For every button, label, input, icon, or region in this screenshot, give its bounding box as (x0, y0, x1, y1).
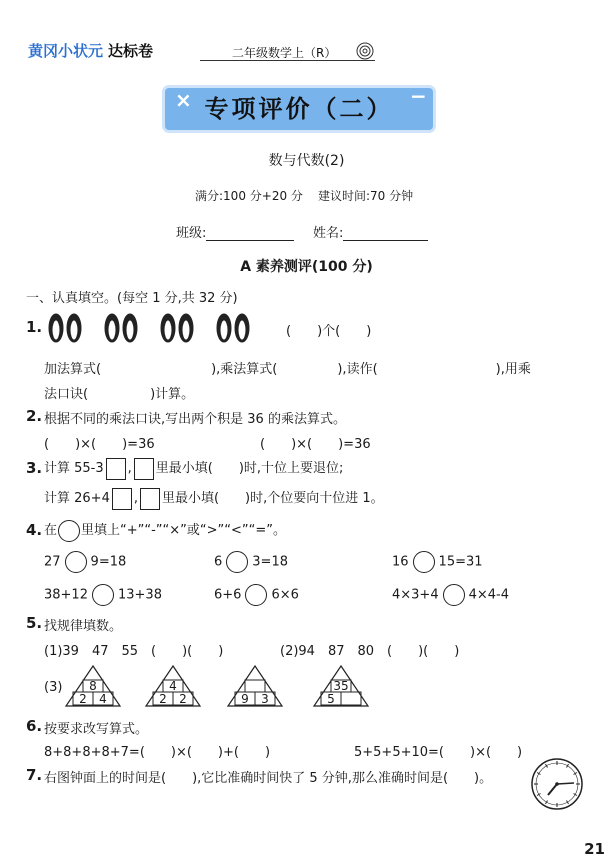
q4-circle[interactable] (92, 584, 114, 606)
grade-label: 二年级数学上（R） (232, 46, 337, 60)
name-field (313, 222, 428, 241)
triangle-right: 3 (261, 692, 269, 706)
q1-read-label: ),读作( (337, 362, 378, 377)
q4-circle-sample (58, 520, 80, 542)
number-triangle-3[interactable] (226, 664, 284, 708)
q2-equation-a[interactable]: ( )×( )=36 (44, 437, 155, 452)
clock-icon (530, 757, 584, 811)
penguins-image (44, 308, 254, 346)
q3-comma2: , (133, 491, 138, 506)
q1-add-label: 加法算式( (44, 362, 102, 377)
q4-item-right: 9=18 (90, 554, 127, 570)
q3-box2-ref (140, 488, 160, 510)
q3-line1 (44, 457, 343, 480)
q4-item-left: 6 (214, 554, 223, 570)
q4-item-left: 27 (44, 554, 61, 570)
triangle-top: 8 (89, 679, 97, 693)
q1-number: 1. (26, 318, 43, 336)
time-info: 建议时间:70 分钟 (318, 189, 414, 203)
triangle-top: 4 (169, 679, 177, 693)
q2-equation-b[interactable]: ( )×( )=36 (260, 437, 371, 452)
q7-text[interactable]: 右图钟面上的时间是( ),它比准确时间快了 5 分钟,那么准确时间是( )。 (44, 771, 493, 786)
q4-item-3 (392, 551, 483, 573)
section-a-title: A 素养测评(100 分) (240, 259, 373, 275)
part1-title: 一、认真填空。(每空 1 分,共 32 分) (26, 291, 238, 306)
page-number: 21 (584, 840, 605, 858)
q4-item-1 (44, 551, 126, 573)
q5-sequence-2[interactable]: (2)94 87 80 ( )( ) (280, 644, 460, 659)
q5-number: 5. (26, 614, 43, 632)
q6-equation-b[interactable]: 5+5+5+10=( )×( ) (354, 745, 523, 760)
q4-item-right: 13+38 (117, 587, 162, 603)
q3-hint1[interactable]: 里最小填( )时,十位上要退位; (155, 461, 344, 476)
triangle-left: 5 (327, 692, 335, 706)
triangle-top: 35 (333, 679, 349, 693)
q3-box1[interactable] (106, 458, 126, 480)
triangle-right: 2 (179, 692, 187, 706)
q4-circle[interactable] (443, 584, 465, 606)
q1-rhyme-prefix: 法口诀( (44, 387, 89, 402)
name-blank[interactable] (343, 226, 428, 241)
q5-s3-label: (3) (44, 680, 63, 695)
q4-circle[interactable] (413, 551, 435, 573)
q4-instruction (44, 519, 286, 542)
q6-equation-a[interactable]: 8+8+8+8+7=( )×( )+( ) (44, 745, 271, 760)
q4-item-right: 4×4-4 (468, 587, 510, 603)
q4-circle[interactable] (226, 551, 248, 573)
q4-number: 4. (26, 521, 43, 539)
q3-box2[interactable] (112, 488, 132, 510)
q1-count-blank[interactable]: ( )个( ) (286, 324, 372, 339)
q6-number: 6. (26, 717, 43, 735)
triangle-left: 9 (241, 692, 249, 706)
q1-rhyme-label: ),用乘 (495, 362, 531, 377)
q4-item-4 (44, 584, 162, 606)
q5-text: 找规律填数。 (44, 619, 123, 634)
q6-text: 按要求改写算式。 (44, 722, 149, 737)
minus-icon: − (410, 84, 427, 108)
q3-calc2: 计算 26+4 (44, 491, 110, 506)
q1-line3 (44, 383, 194, 402)
number-triangle-2[interactable] (144, 664, 202, 708)
number-triangle-4[interactable] (312, 664, 370, 708)
name-label: 姓名: (313, 226, 344, 241)
q4-item-left: 4×3+4 (392, 587, 439, 603)
q4-item-6 (392, 584, 509, 606)
q4-text-a: 在 (44, 523, 58, 538)
q2-number: 2. (26, 407, 43, 425)
brand-suffix: 达标卷 (108, 42, 154, 60)
triangle-left: 2 (79, 692, 87, 706)
q3-comma1: , (127, 461, 132, 476)
class-field (176, 222, 294, 241)
score-info: 满分:100 分+20 分 (195, 189, 303, 203)
class-label: 班级: (176, 226, 207, 241)
q1-mul-label: ),乘法算式( (211, 362, 278, 377)
spiral-icon (356, 42, 374, 60)
q4-text-b: 里填上“+”“-”“×”或“>”“<”“=”。 (81, 523, 286, 538)
q7-number: 7. (26, 766, 43, 784)
q4-item-left: 38+12 (44, 587, 88, 603)
q5-sequence-1[interactable]: (1)39 47 55 ( )( ) (44, 644, 224, 659)
q4-item-right: 6×6 (271, 587, 299, 603)
brand-logo: 黄冈小状元 (28, 42, 104, 60)
q3-box1-ref (134, 458, 154, 480)
subtitle: 数与代数(2) (268, 153, 345, 169)
plus-icon: × (175, 88, 192, 112)
q4-item-right: 3=18 (252, 554, 288, 570)
q3-number: 3. (26, 459, 43, 477)
number-triangle-1[interactable] (64, 664, 122, 708)
page-title: 专项评价（二） (204, 95, 394, 123)
q4-item-5 (214, 584, 299, 606)
q4-item-right: 15=31 (438, 554, 483, 570)
q4-item-left: 16 (392, 554, 409, 570)
q4-item-2 (214, 551, 288, 573)
q3-calc1: 计算 55-3 (44, 461, 104, 476)
triangle-left: 2 (159, 692, 167, 706)
q3-hint2[interactable]: 里最小填( )时,个位要向十位进 1。 (161, 491, 384, 506)
q4-item-left: 6+6 (214, 587, 242, 603)
header-rule (200, 60, 375, 61)
q2-text: 根据不同的乘法口诀,写出两个积是 36 的乘法算式。 (44, 412, 346, 427)
class-blank[interactable] (206, 226, 294, 241)
q4-circle[interactable] (245, 584, 267, 606)
triangle-right: 4 (99, 692, 107, 706)
q1-rhyme-suffix: )计算。 (150, 387, 195, 402)
q4-circle[interactable] (65, 551, 87, 573)
q3-line2 (44, 487, 384, 510)
q1-line2 (44, 358, 531, 377)
